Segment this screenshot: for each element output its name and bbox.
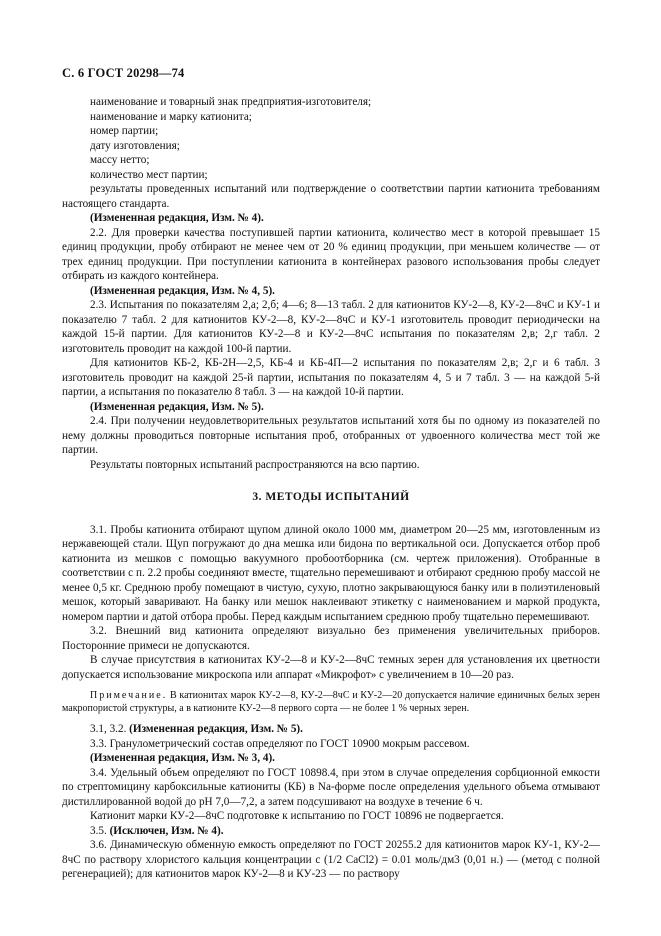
amendment-note: (Измененная редакция, Изм. № 5). — [129, 723, 303, 735]
amendment-note: (Измененная редакция, Изм. № 4, 5). — [90, 284, 275, 297]
note-label: Примечание. — [90, 690, 168, 701]
clause-2-4-cont: Результаты повторных испытаний распространяются на всю партию. — [90, 458, 420, 471]
clause-2-3: 2.3. Испытания по показателям 2,а; 2,б; 4—6; 8—13 табл. 2 для катионитов КУ-2—8, КУ-2—8чС и КУ-1 и показателю 7 табл. 2 для катионитов КУ-2—8, КУ-2—8чС и КУ-1 изготовитель проводит периодически на каждой 15-й партии. Для катионитов КУ-2—8 и КУ-2—8чС испытания по показателям 2,в; 2,г табл. 2 изготовитель проводит на каждой 100-й партии. — [62, 299, 600, 355]
amendment-note: (Измененная редакция, Изм. № 5). — [90, 400, 264, 413]
list-item: количество мест партии; — [90, 168, 208, 181]
clause-3-3: 3.3. Гранулометрический состав определяют по ГОСТ 10900 мокрым рассевом. — [90, 737, 470, 750]
marking-results: результаты проведенных испытаний или подтверждение о соответствии партии катионита требованиям настоящего стандарта. — [62, 183, 600, 210]
clause-3-6 — [62, 838, 600, 882]
list-item: дату изготовления; — [90, 139, 180, 152]
clause-3-1: 3.1. Пробы катионита отбирают щупом длиной около 1000 мм, диаметром 20—25 мм, изготовленным из нержавеющей стали. Щуп погружают до дна мешка или бидона по вертикальной оси. Допускается отбор проб катионита из мешков с помощью вакуумного пробоотборника (см. чертеж приложения). Отобранные в соответствии с п. 2.2 пробы соединяют вместе, тщательно перемешивают и отбирают среднюю пробу массой не менее 0,5 кг. Среднюю пробу помещают в чистую, сухую, плотно закрывающуюся банку или в полиэтиленовый мешок, который заваривают. На банку или мешок наклеивают этикетку с наименованием и маркой продукта, номером партии и датой отбора пробы. Перед каждым испытанием среднюю пробу тщательно перемешивают. — [62, 523, 600, 623]
list-item: наименование и марку катионита; — [90, 110, 252, 123]
amendment-3-1-3-2 — [62, 722, 600, 737]
clause-3-2-cont: В случае присутствия в катионитах КУ-2—8 и КУ-2—8чС темных зерен для установления их цветности допускается использование микроскопа или аппарат «Микрофот» с увеличением в 10—20 раз. — [62, 654, 600, 681]
excluded-note: (Исключен, Изм. № 4). — [109, 824, 224, 837]
clause-3-6-text: 3.6. Динамическую обменную емкость определяют по ГОСТ 20255.2 для катионитов марок КУ-1, КУ-2—8чС по раствору хлористого кальция концентрации — [62, 839, 600, 866]
clause-3-5 — [62, 824, 600, 839]
clause-3-2: 3.2. Внешний вид катионита определяют визуально без применения увеличительных приборов. Посторонние примеси не допускаются. — [62, 625, 600, 652]
amendment-note: (Измененная редакция, Изм. № 4). — [90, 212, 264, 224]
document-body — [62, 95, 600, 882]
clause-2-3-cont: Для катионитов КБ-2, КБ-2Н—2,5, КБ-4 и КБ-4П—2 испытания по показателям 2,в; 2,г и 6 табл. 3 изготовитель проводит на каждой 25-й партии, испытания по показателям 4, 5 и 7 табл. 3 — на каждой 5-й партии, а испытания по показателю 8 табл. 3 — на каждой 10-й партии. — [62, 357, 600, 398]
amendment-note: (Измененная редакция, Изм. № 3, 4). — [90, 752, 275, 764]
clause-numbers: 3.1, 3.2. — [90, 723, 130, 735]
list-item: массу нетто; — [90, 154, 150, 166]
clause-3-6-text-cont: (0,01 н.) — (метод с полной регенерацией); для катионитов марок КУ-2—8 и КУ-23 — по раствору — [62, 853, 600, 880]
marking-list — [62, 95, 600, 182]
clause-number: 3.5. — [90, 824, 110, 837]
note-text: В катионитах марок КУ-2—8, КУ-2—8чС и КУ-2—20 допускается наличие единичных белых зерен макропористой структуры, а в катионите КУ-2—8 первого сорта — не более 1 % черных зерен. — [62, 690, 600, 714]
note — [62, 689, 600, 715]
list-item: номер партии; — [90, 125, 159, 137]
concentration-formula: c (1/2 CaCl2) = 0.01 моль/дм3 — [315, 853, 460, 866]
clause-2-2: 2.2. Для проверки качества поступившей партии катионита, количество мест в которой превышает 15 единиц продукции, пробу отбирают не менее чем от 20 % единиц продукции, при меньшем количестве — от трех единиц продукции. При поступлении катионита в контейнерах разового использования пробы следует отбирать из каждого контейнера. — [62, 226, 600, 282]
section-title: 3. МЕТОДЫ ИСПЫТАНИЙ — [252, 491, 410, 503]
clause-2-4: 2.4. При получении неудовлетворительных результатов испытаний хотя бы по одному из показателей по нему должны проводиться повторные испытания проб, отобранных от удвоенного количества мест той же партии. — [62, 415, 600, 456]
page-header: С. 6 ГОСТ 20298—74 — [62, 66, 185, 80]
list-item: наименование и товарный знак предприятия-изготовителя; — [90, 96, 372, 108]
clause-3-4: 3.4. Удельный объем определяют по ГОСТ 10898.4, при этом в случае определения сорбционной емкости по стрептомицину карбоксильные катиониты (КБ) в Na-форме после определения удельного объема отмывают дистиллированной водой до рН 7,0—7,2, а затем подсушивают на воздухе в течение 6 ч. — [62, 766, 600, 808]
clause-3-4-cont: Катионит марки КУ-2—8чС подготовке к испытанию по ГОСТ 10896 не подвергается. — [90, 810, 504, 822]
